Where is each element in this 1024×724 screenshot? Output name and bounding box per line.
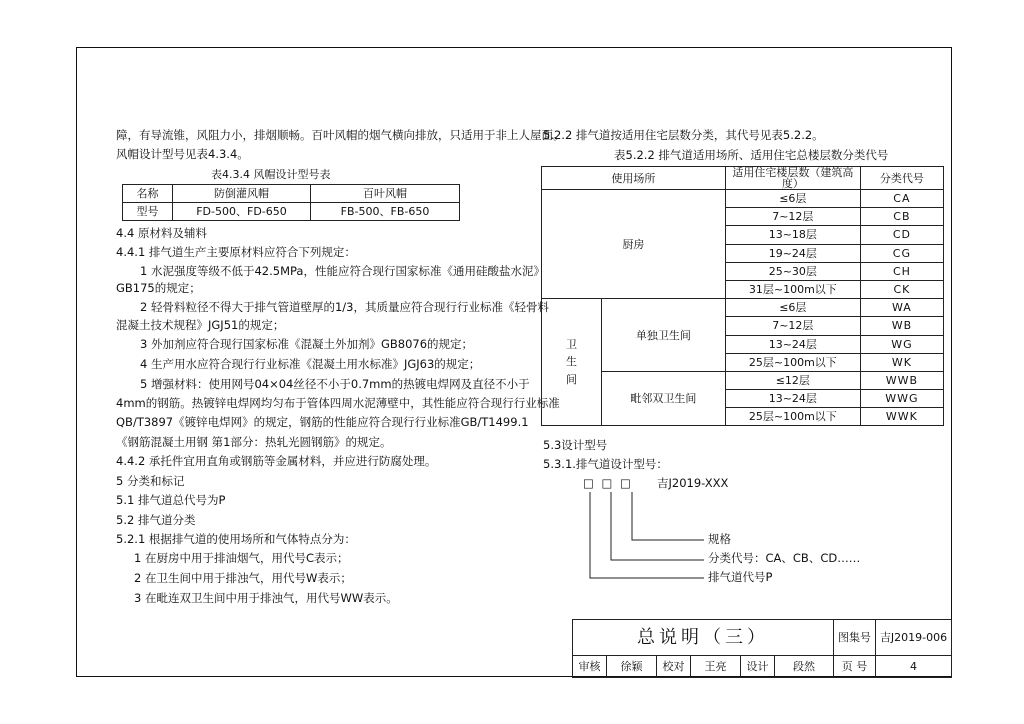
table-row-code: WG: [860, 335, 943, 353]
page-label: 页 号: [834, 656, 876, 678]
table1-header-name: 名称: [123, 185, 173, 203]
intro-line-1: 障，有导流锥，风阻力小，排烟顺畅。百叶风帽的烟气横向排放，只适用于非上人屋面。: [116, 128, 565, 142]
table-row-code: CG: [860, 244, 943, 262]
title-block: [572, 619, 952, 678]
table-row-code: WB: [860, 317, 943, 335]
check-label: 校对: [657, 656, 691, 678]
table2-single-bath-cell: 单独卫生间: [602, 299, 726, 372]
table2-header-floors: 适用住宅楼层数（建筑高度）: [725, 167, 860, 190]
item-3: 3 外加剂应符合现行国家标准《混凝土外加剂》GB8076的规定；: [140, 337, 474, 351]
section-4-4-2: 4.4.2 承托件宜用直角或钢筋等金属材料，并应进行防腐处理。: [116, 454, 437, 468]
label-total-code: 排气道代号P: [708, 570, 773, 584]
bath-char-3: 间: [566, 373, 577, 387]
table2-double-bath-cell: 毗邻双卫生间: [602, 371, 726, 426]
table2-title: 表5.2.2 排气道适用场所、适用住宅总楼层数分类代号: [614, 148, 889, 162]
table-row-code: WK: [860, 353, 943, 371]
table-row-code: WWK: [860, 408, 943, 426]
atlas-label: 图集号: [834, 620, 876, 656]
label-spec: 规格: [708, 532, 731, 546]
table-row-code: CA: [860, 190, 943, 208]
section-5-2: 5.2 排气道分类: [116, 513, 196, 527]
design-name: 段然: [775, 656, 834, 678]
table-row-floors: 13~24层: [725, 390, 860, 408]
section-5-2-2: 5.2.2 排气道按适用住宅层数分类，其代号见表5.2.2。: [543, 128, 824, 142]
table-row-code: WWB: [860, 371, 943, 389]
atlas-number: 吉J2019-006: [876, 620, 952, 656]
table-row-code: CK: [860, 280, 943, 298]
item-5-line-b: 4mm的钢筋。热镀锌电焊网均匀布于管体四周水泥薄壁中，其性能应符合现行行业标准: [116, 396, 560, 410]
table-row-code: WA: [860, 299, 943, 317]
section-4-4: 4.4 原材料及辅料: [116, 226, 207, 240]
table1-row-label: 型号: [123, 203, 173, 221]
table-row-floors: 7~12层: [725, 317, 860, 335]
label-class-code: 分类代号：CA、CB、CD……: [708, 551, 861, 565]
page-number: 4: [876, 656, 952, 678]
item-4: 4 生产用水应符合现行行业标准《混凝土用水标准》JGJ63的规定；: [140, 357, 481, 371]
model-placeholder-boxes: □ □ □: [583, 476, 633, 490]
sheet-title: 总说明（三）: [573, 620, 834, 656]
item-5-line-a: 5 增强材料：使用网号04×04丝径不小于0.7mm的热镀电焊网及直径不小于: [140, 377, 530, 391]
table2-header-place: 使用场所: [542, 167, 726, 190]
table1-row-fd: FD-500、FD-650: [173, 203, 311, 221]
item-1-line-b: GB175的规定；: [116, 281, 201, 295]
table-row-floors: 13~24层: [725, 335, 860, 353]
table-row-code: CD: [860, 226, 943, 244]
table-row-floors: 31层~100m以下: [725, 280, 860, 298]
check-name: 王亮: [691, 656, 741, 678]
table-row-floors: 25~30层: [725, 262, 860, 280]
section-5-3-1: 5.3.1.排气道设计型号：: [543, 457, 668, 471]
model-standard-code: 吉J2019-XXX: [657, 476, 729, 490]
section-5-2-1: 5.2.1 根据排气道的使用场所和气体特点分为：: [116, 532, 356, 546]
section-5: 5 分类和标记: [116, 474, 185, 488]
section-5-3: 5.3设计型号: [543, 438, 608, 452]
table-row-code: CB: [860, 208, 943, 226]
section-5-1: 5.1 排气道总代号为P: [116, 493, 226, 507]
class-item-3: 3 在毗连双卫生间中用于排浊气，用代号WW表示。: [134, 591, 398, 605]
table-row-floors: 25层~100m以下: [725, 408, 860, 426]
review-name: 徐颖: [607, 656, 657, 678]
table1-header-fd: 防倒灌风帽: [173, 185, 311, 203]
table2-kitchen-cell: 厨房: [542, 190, 726, 299]
table-row-code: CH: [860, 262, 943, 280]
table1-row-fb: FB-500、FB-650: [311, 203, 460, 221]
table-row-floors: 25层~100m以下: [725, 353, 860, 371]
table-row-floors: 19~24层: [725, 244, 860, 262]
section-4-4-1: 4.4.1 排气道生产主要原材料应符合下列规定：: [116, 245, 356, 259]
table1-header-fb: 百叶风帽: [311, 185, 460, 203]
item-1-line-a: 1 水泥强度等级不低于42.5MPa，性能应符合现行国家标准《通用硅酸盐水泥》: [140, 264, 545, 278]
table-row-floors: ≤6层: [725, 190, 860, 208]
bath-char-2: 生: [566, 355, 577, 369]
table-row-floors: 13~18层: [725, 226, 860, 244]
item-2-line-b: 混凝土技术规程》JGJ51的规定；: [116, 318, 285, 332]
class-item-1: 1 在厨房中用于排油烟气，用代号C表示；: [134, 551, 349, 565]
class-item-2: 2 在卫生间中用于排浊气，用代号W表示；: [134, 571, 352, 585]
table1-title: 表4.3.4 风帽设计型号表: [211, 168, 331, 181]
review-label: 审核: [573, 656, 607, 678]
table2-header-code: 分类代号: [860, 167, 943, 190]
item-5-line-c: QB/T3897《镀锌电焊网》的规定，钢筋的性能应符合现行行业标准GB/T1499.1: [116, 415, 529, 429]
design-label: 设计: [741, 656, 775, 678]
table-row-floors: ≤6层: [725, 299, 860, 317]
item-2-line-a: 2 轻骨料粒径不得大于排气管道壁厚的1/3，其质量应符合现行行业标准《轻骨料: [140, 300, 549, 314]
table-row-floors: ≤12层: [725, 371, 860, 389]
table-row-code: WWG: [860, 390, 943, 408]
bath-char-1: 卫: [566, 337, 577, 351]
table-row-floors: 7~12层: [725, 208, 860, 226]
intro-line-2: 风帽设计型号见表4.3.4。: [116, 147, 249, 161]
item-5-line-d: 《钢筋混凝土用钢 第1部分：热轧光圆钢筋》的规定。: [116, 435, 392, 449]
